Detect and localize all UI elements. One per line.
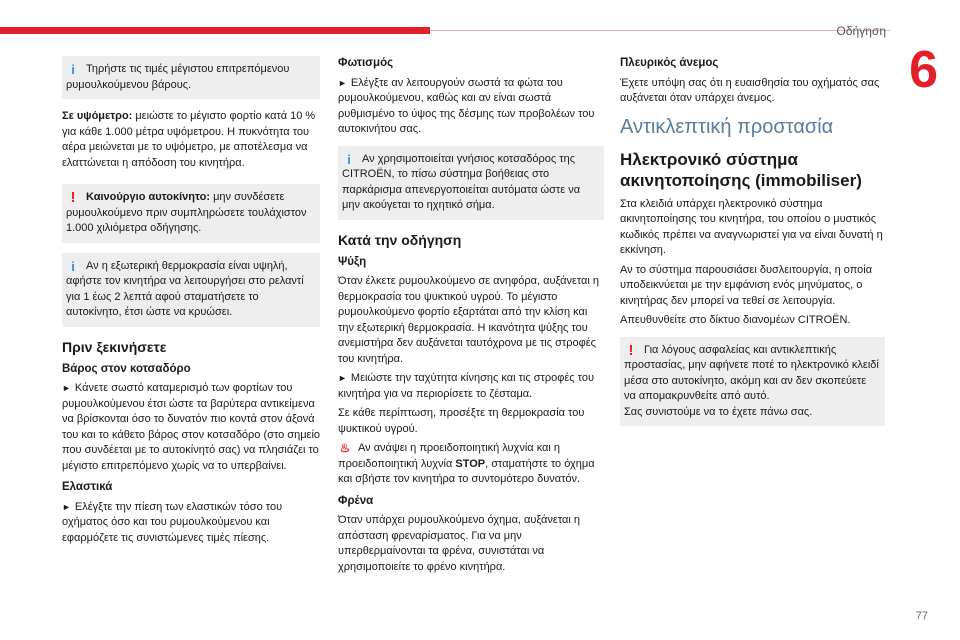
info-box-text: Αν χρησιμοποιείται γνήσιος κοτσαδόρος της CITROËN, το πίσω σύστημα βοήθειας στο παρκάρισμα απενεργοποιείται αυτόματα ώστε να μην ακούγεται το ηχητικό σήμα. (342, 152, 581, 211)
column-1 (62, 56, 320, 550)
immobiliser-text-3: Απευθυνθείτε στο δίκτυο διανομέων CITROËN. (620, 314, 851, 326)
info-icon: i (71, 258, 75, 274)
info-box-parking (338, 146, 604, 220)
cooling-body-2: Μειώστε την ταχύτητα κίνησης και τις στροφές του κινητήρα για να περιορίσετε το ζέσταμα. (338, 372, 594, 400)
column-3 (620, 56, 885, 436)
altitude-text: μειώστε το μέγιστο φορτίο κατά 10 % για κάθε 1.000 μέτρα υψόμετρου. Η πυκνότητα του αέρα μειώνεται με το υψόμετρο, με αποτέλεσμα να ελαττώνεται η απόδοση του κινητήρα. (62, 110, 316, 169)
header-red-bar (0, 27, 430, 34)
chapter-number: 6 (909, 41, 938, 99)
temperature-warning-lamp-icon: ♨ (339, 441, 351, 455)
tyres-text (62, 500, 320, 547)
warning-box-key (620, 337, 885, 427)
cooling-text-3: Σε κάθε περίπτωση, προσέξτε τη θερμοκρασία του ψυκτικού υγρού. (338, 407, 585, 435)
bullet-arrow-icon: ► (338, 77, 347, 88)
warning-text: μην συνδέσετε ρυμουλκούμενο πριν συμπληρώσετε τουλάχιστον 1.000 χιλιόμετρα οδήγησης. (66, 191, 307, 234)
warning-icon: ! (70, 189, 76, 206)
bullet-arrow-icon: ► (338, 373, 347, 383)
brakes-text: Όταν υπάρχει ρυμουλκούμενο όχημα, αυξάνεται η απόσταση φρεναρίσματος. Για να μην υπερθερμαίνονται τα φρένα, συνιστάται να χρησιμοποιείτε το φρένο κινητήρα. (338, 514, 580, 573)
section-title-anti-theft: Αντικλεπτική προστασία (620, 115, 834, 138)
cooling-text: Όταν έλκετε ρυμουλκούμενο σε ανηφόρα, αυξάνεται η θερμοκρασία του ψυκτικού υγρού. Το μέγιστο ρυμουλκούμενο φορτίο εξαρτάται από την κλίση και την εξωτερική θερμοκρασία. Η ικανότητα ψύξης του ανεμιστήρα δεν αυξάνεται ταυτόχρονα με τις στροφές του κινητήρα. (338, 275, 600, 365)
subheading-brakes: Φρένα (338, 494, 374, 507)
lamp-text-b: , σταματήστε το όχημα και σβήστε τον κινητήρα το συντομότερο δυνατόν. (338, 457, 595, 485)
page-number: 77 (915, 610, 928, 622)
immobiliser-text-1: Στα κλειδιά υπάρχει ηλεκτρονικό σύστημα ακινητοποίησης του κινητήρα, του οποίου ο μυστικός κωδικός πρέπει να αναγνωριστεί για να είναι δυνατή η εκκίνηση. (620, 197, 883, 256)
hitch-weight-text (62, 381, 320, 474)
info-icon: i (71, 62, 75, 77)
tyres-body: Ελέγξτε την πίεση των ελαστικών τόσο του οχήματος όσο και του ρυμουλκούμενου και εφαρμόζετε τις συνιστώμενες τιμές πίεσης. (62, 500, 283, 544)
subheading-lighting: Φωτισμός (338, 57, 394, 69)
section-title-while-driving: Κατά την οδήγηση (338, 231, 462, 248)
subheading-cooling: Ψύξη (338, 255, 367, 268)
altitude-paragraph (62, 109, 320, 171)
warning-box-new-car (62, 184, 320, 243)
heading-immobiliser: Ηλεκτρονικό σύστημα ακινητοποίησης (immobiliser) (620, 149, 862, 190)
warning-icon: ! (628, 341, 634, 359)
lighting-body: Ελέγξτε αν λειτουργούν σωστά τα φώτα του ρυμουλκούμενου, καθώς και αν είναι σωστά ρυθμισμένο το ύψος της δέσμης των προβολέων του αυτοκινήτου σας. (338, 76, 595, 135)
lamp-text-a: Αν ανάψει η προειδοποιητική λυχνία και η προειδοποιητική λυχνία (338, 442, 561, 470)
subheading-tyres: Ελαστικά (62, 481, 113, 493)
header-title: Οδήγηση (836, 24, 886, 38)
warning-text-2: Σας συνιστούμε να το έχετε πάνω σας. (624, 405, 813, 418)
info-icon: i (347, 151, 351, 167)
bullet-arrow-icon: ► (62, 383, 71, 393)
subheading-crosswind: Πλευρικός άνεμος (620, 57, 719, 69)
altitude-label: Σε υψόμετρο: (62, 110, 133, 122)
lighting-text (338, 76, 604, 138)
crosswind-text: Έχετε υπόψη σας ότι η ευαισθησία του οχήματός σας αυξάνεται όταν υπάρχει άνεμος. (620, 76, 880, 104)
header-rule (430, 30, 890, 31)
section-title-before-start: Πριν ξεκινήσετε (62, 338, 167, 355)
info-box-weight (62, 56, 320, 99)
warning-text: Για λόγους ασφαλείας και αντικλεπτικής προστασίας, μην αφήνετε ποτέ το ηλεκτρονικό κλειδί μέσα στο αυτοκίνητο, ακόμη και αν δεν σκοπεύετε να απομακρυνθείτε από αυτό. (624, 343, 879, 402)
hitch-weight-body: Κάνετε σωστό καταμερισμό των φορτίων του ρυμουλκούμενου έτσι ώστε τα βαρύτερα αντικείμενα να βρίσκονται όσο το δυνατόν πιο κοντά στον άξονά του και το κάθετο βάρος στον κοτσαδόρο (στο σημείο που συνδέεται με το αυτοκίνητό σας) να πλησιάζει το μέγιστο επιτρεπόμενο χωρίς να το υπερβαίνει. (62, 382, 321, 472)
immobiliser-text-2: Αν το σύστημα παρουσιάσει δυσλειτουργία, η οποία υποδεικνύεται με την εμφάνιση ενός μηνύματος, ο κινητήρας δεν μπορεί να τεθεί σε λειτουργία. (620, 263, 873, 307)
lamp-stop-label: STOP (455, 457, 486, 470)
cooling-text-2 (338, 371, 604, 402)
lamp-paragraph (338, 441, 604, 488)
info-box-text: Αν η εξωτερική θερμοκρασία είναι υψηλή, αφήστε τον κινητήρα να λειτουργήσει στο ρελαντί για 1 έως 2 λεπτά αφού σταματήσετε το αυτοκίνητο, έτσι ώστε να κρυώσει. (66, 259, 304, 318)
bullet-arrow-icon: ► (62, 501, 71, 512)
warning-label: Καινούργιο αυτοκίνητο: (86, 191, 211, 203)
info-box-text: Τηρήστε τις τιμές μέγιστου επιτρεπόμενου ρυμουλκούμενου βάρους. (66, 63, 290, 91)
info-box-temperature (62, 253, 320, 327)
subheading-hitch-weight: Βάρος στον κοτσαδόρο (62, 362, 191, 375)
column-2 (338, 56, 604, 579)
